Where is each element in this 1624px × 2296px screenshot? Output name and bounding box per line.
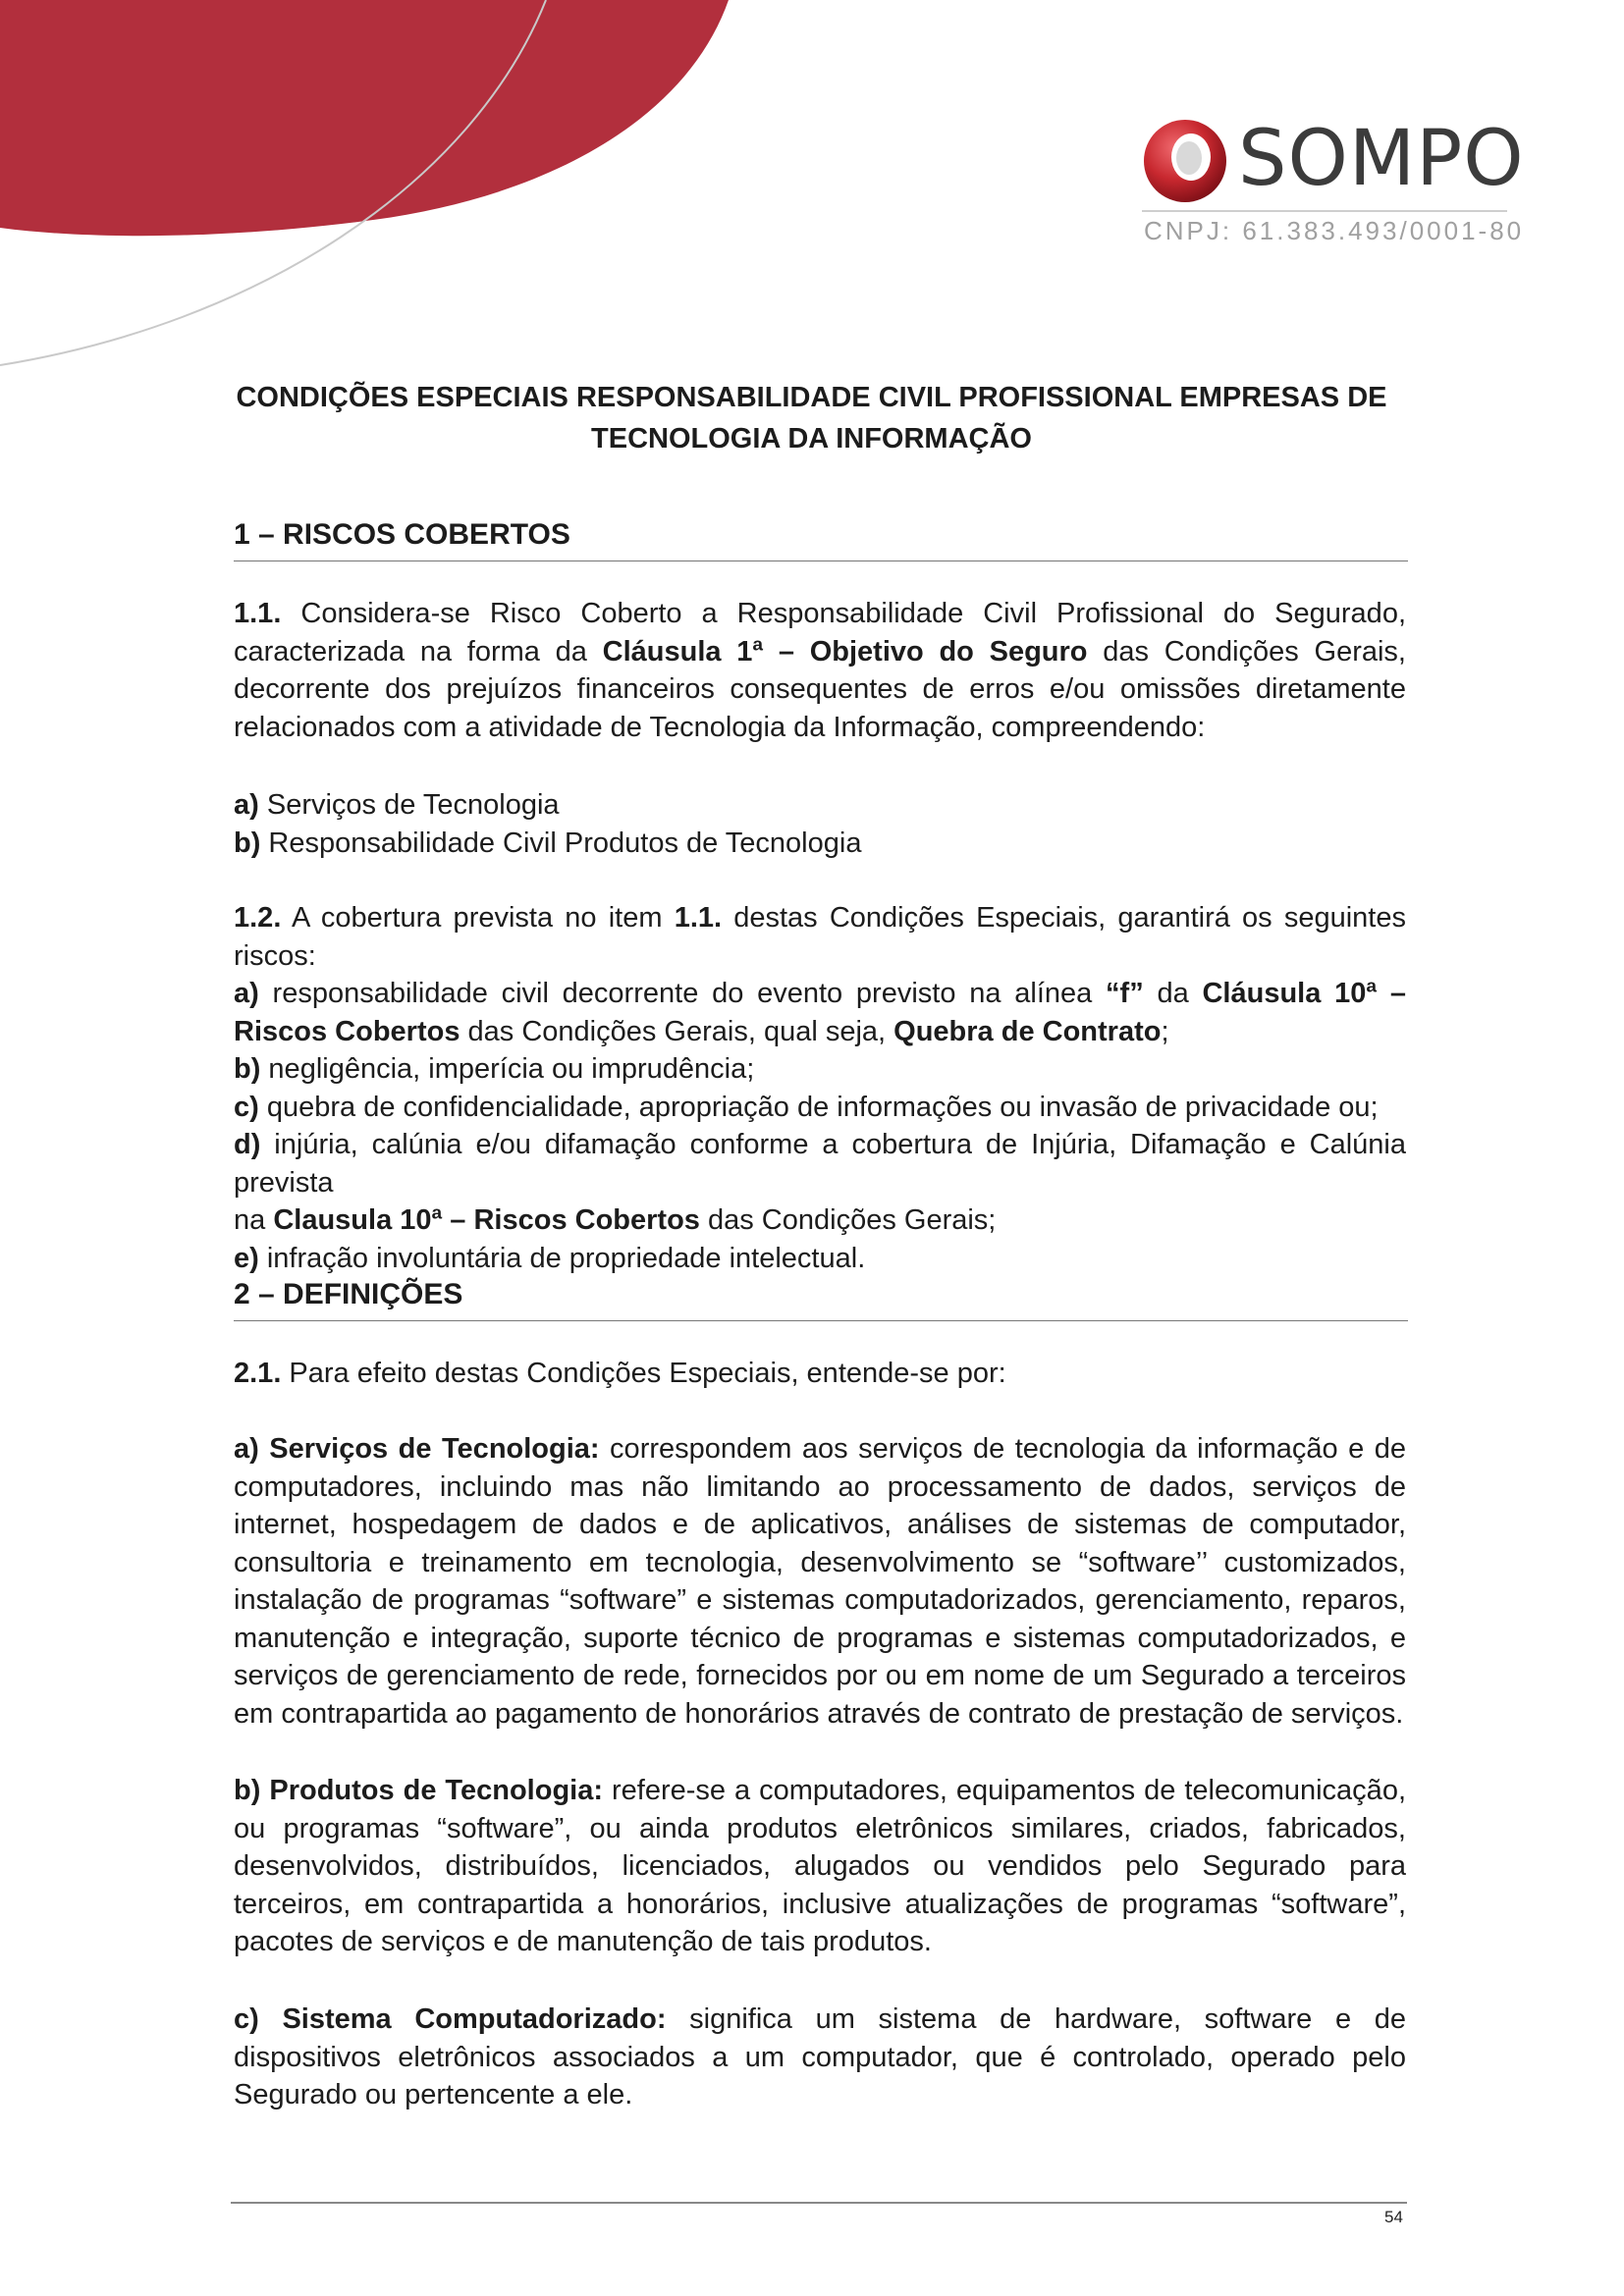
section-heading-riscos-cobertos: 1 – RISCOS COBERTOS [234, 517, 1408, 561]
bold-reference: Cláusula 1ª – Objetivo do Seguro [602, 635, 1088, 667]
document-title [196, 377, 1427, 459]
item-text: negligência, imperícia ou imprudência; [260, 1053, 755, 1085]
item-text: na [234, 1204, 274, 1236]
list-item-d [234, 1126, 1406, 1201]
bold-reference: Cláusula 10ª – Riscos Cobertos [234, 978, 1406, 1047]
paragraph-1-2 [234, 899, 1406, 975]
item-text: Responsabilidade Civil Produtos de Tecnologia [260, 827, 862, 859]
paragraph-text: Considera-se Risco Coberto a Responsabilidade Civil Profissional do Segurado, caracterizada na forma da [234, 598, 1406, 667]
definition-servicos-de-tecnologia [234, 1430, 1406, 1733]
list-item [234, 786, 1406, 825]
item-label: c) [234, 1091, 259, 1123]
clause-number: 2.1. [234, 1358, 282, 1389]
list-item-e [234, 1240, 1406, 1278]
company-logo [1142, 115, 1525, 245]
definition-term: a) Serviços de Tecnologia: [234, 1433, 600, 1465]
clause-number: 1.1. [234, 598, 282, 629]
bold-reference: Clausula 10ª – Riscos Cobertos [273, 1204, 700, 1236]
footer-divider [231, 2202, 1407, 2204]
item-text: responsabilidade civil decorrente do evento previsto na alínea [258, 978, 1107, 1009]
title-line: CONDIÇÕES ESPECIAIS RESPONSABILIDADE CIVIL PROFISSIONAL EMPRESAS DE [236, 382, 1387, 413]
paragraph-text: A cobertura prevista no item [281, 902, 675, 934]
section-heading-definicoes: 2 – DEFINIÇÕES [234, 1277, 1408, 1321]
page-number: 54 [1384, 2208, 1403, 2226]
logo-wordmark: SOMPO [1238, 115, 1525, 203]
list-item [234, 825, 1406, 863]
logo-cnpj: CNPJ: 61.383.493/0001-80 [1144, 216, 1525, 245]
bold-reference: Quebra de Contrato [893, 1015, 1162, 1047]
item-text: das Condições Gerais, qual seja, [460, 1015, 894, 1047]
list-item-a [234, 975, 1406, 1050]
item-label: a) [234, 978, 259, 1009]
item-text: Serviços de Tecnologia [258, 789, 560, 821]
definition-term: c) Sistema Computadorizado: [234, 2003, 667, 2035]
list-item-c [234, 1089, 1406, 1127]
item-text: injúria, calúnia e/ou difamação conforme a cobertura de Injúria, Difamação e Calúnia prevista [234, 1129, 1406, 1199]
coverage-list [234, 786, 1406, 862]
item-text: infração involuntária de propriedade intelectual. [258, 1242, 866, 1274]
paragraph-1-1 [234, 595, 1406, 746]
bold-reference: “f” [1106, 978, 1144, 1009]
paragraph-text: Para efeito destas Condições Especiais, entende-se por: [281, 1358, 1006, 1389]
title-line: TECNOLOGIA DA INFORMAÇÃO [591, 423, 1032, 454]
definition-text: refere-se a computadores, equipamentos de telecomunicação, ou programas “software”, ou ainda produtos eletrônicos similares, criados, fabricados, desenvolvidos, distribuídos, licenciados, alugados ou vendidos pelo Segurado para terceiros, em contrapartida a honorários, inclusive atualizações de programas “software”, pacotes de serviços e de manutenção de tais produtos. [234, 1775, 1406, 1957]
item-text: ; [1161, 1015, 1169, 1047]
risks-list [234, 975, 1406, 1277]
list-item-d-continued [234, 1201, 1406, 1240]
list-item-b [234, 1050, 1406, 1089]
definition-produtos-de-tecnologia [234, 1772, 1406, 1961]
paragraph-2-1 [234, 1355, 1406, 1393]
item-text: das Condições Gerais; [699, 1204, 997, 1236]
item-label: a) [234, 789, 259, 821]
item-label: d) [234, 1129, 261, 1160]
item-text: da [1143, 978, 1203, 1009]
item-text: quebra de confidencialidade, apropriação de informações ou invasão de privacidade ou; [258, 1091, 1379, 1123]
paragraph-text: das Condições Gerais, decorrente dos prejuízos financeiros consequentes de erros e/ou omissões diretamente relacionados com a atividade de Tecnologia da Informação, compreendendo: [234, 635, 1406, 743]
definition-term: b) Produtos de Tecnologia: [234, 1775, 603, 1806]
bold-reference: 1.1. [674, 902, 723, 934]
item-label: e) [234, 1242, 259, 1274]
red-arc-shape [0, 0, 729, 236]
definition-text: significa um sistema de hardware, software e de dispositivos eletrônicos associados a um computador, que é controlado, operado pelo Segurado ou pertencente a ele. [234, 2003, 1406, 2110]
item-label: b) [234, 1053, 261, 1085]
definition-sistema-computadorizado [234, 2001, 1406, 2114]
item-label: b) [234, 827, 261, 859]
paragraph-text: destas Condições Especiais, garantirá os seguintes riscos: [234, 902, 1406, 972]
clause-number: 1.2. [234, 902, 282, 934]
definition-text: correspondem aos serviços de tecnologia da informação e de computadores, incluindo mas não limitando ao processamento de dados, serviços de internet, hospedagem de dados e de aplicativos, análises de sistemas de computador, consultoria e treinamento em tecnologia, desenvolvimento se “software’’ customizados, instalação de programas “software” e sistemas computadorizados, gerenciamento, reparos, manutenção e integração, suporte técnico de programas e sistemas computadorizados, e serviços de gerenciamento de rede, fornecidos por ou em nome de um Segurado a terceiros em contrapartida ao pagamento de honorários através de contrato de prestação de serviços. [234, 1433, 1406, 1730]
logo-divider [1142, 210, 1507, 212]
sompo-logo-icon [1142, 118, 1228, 204]
